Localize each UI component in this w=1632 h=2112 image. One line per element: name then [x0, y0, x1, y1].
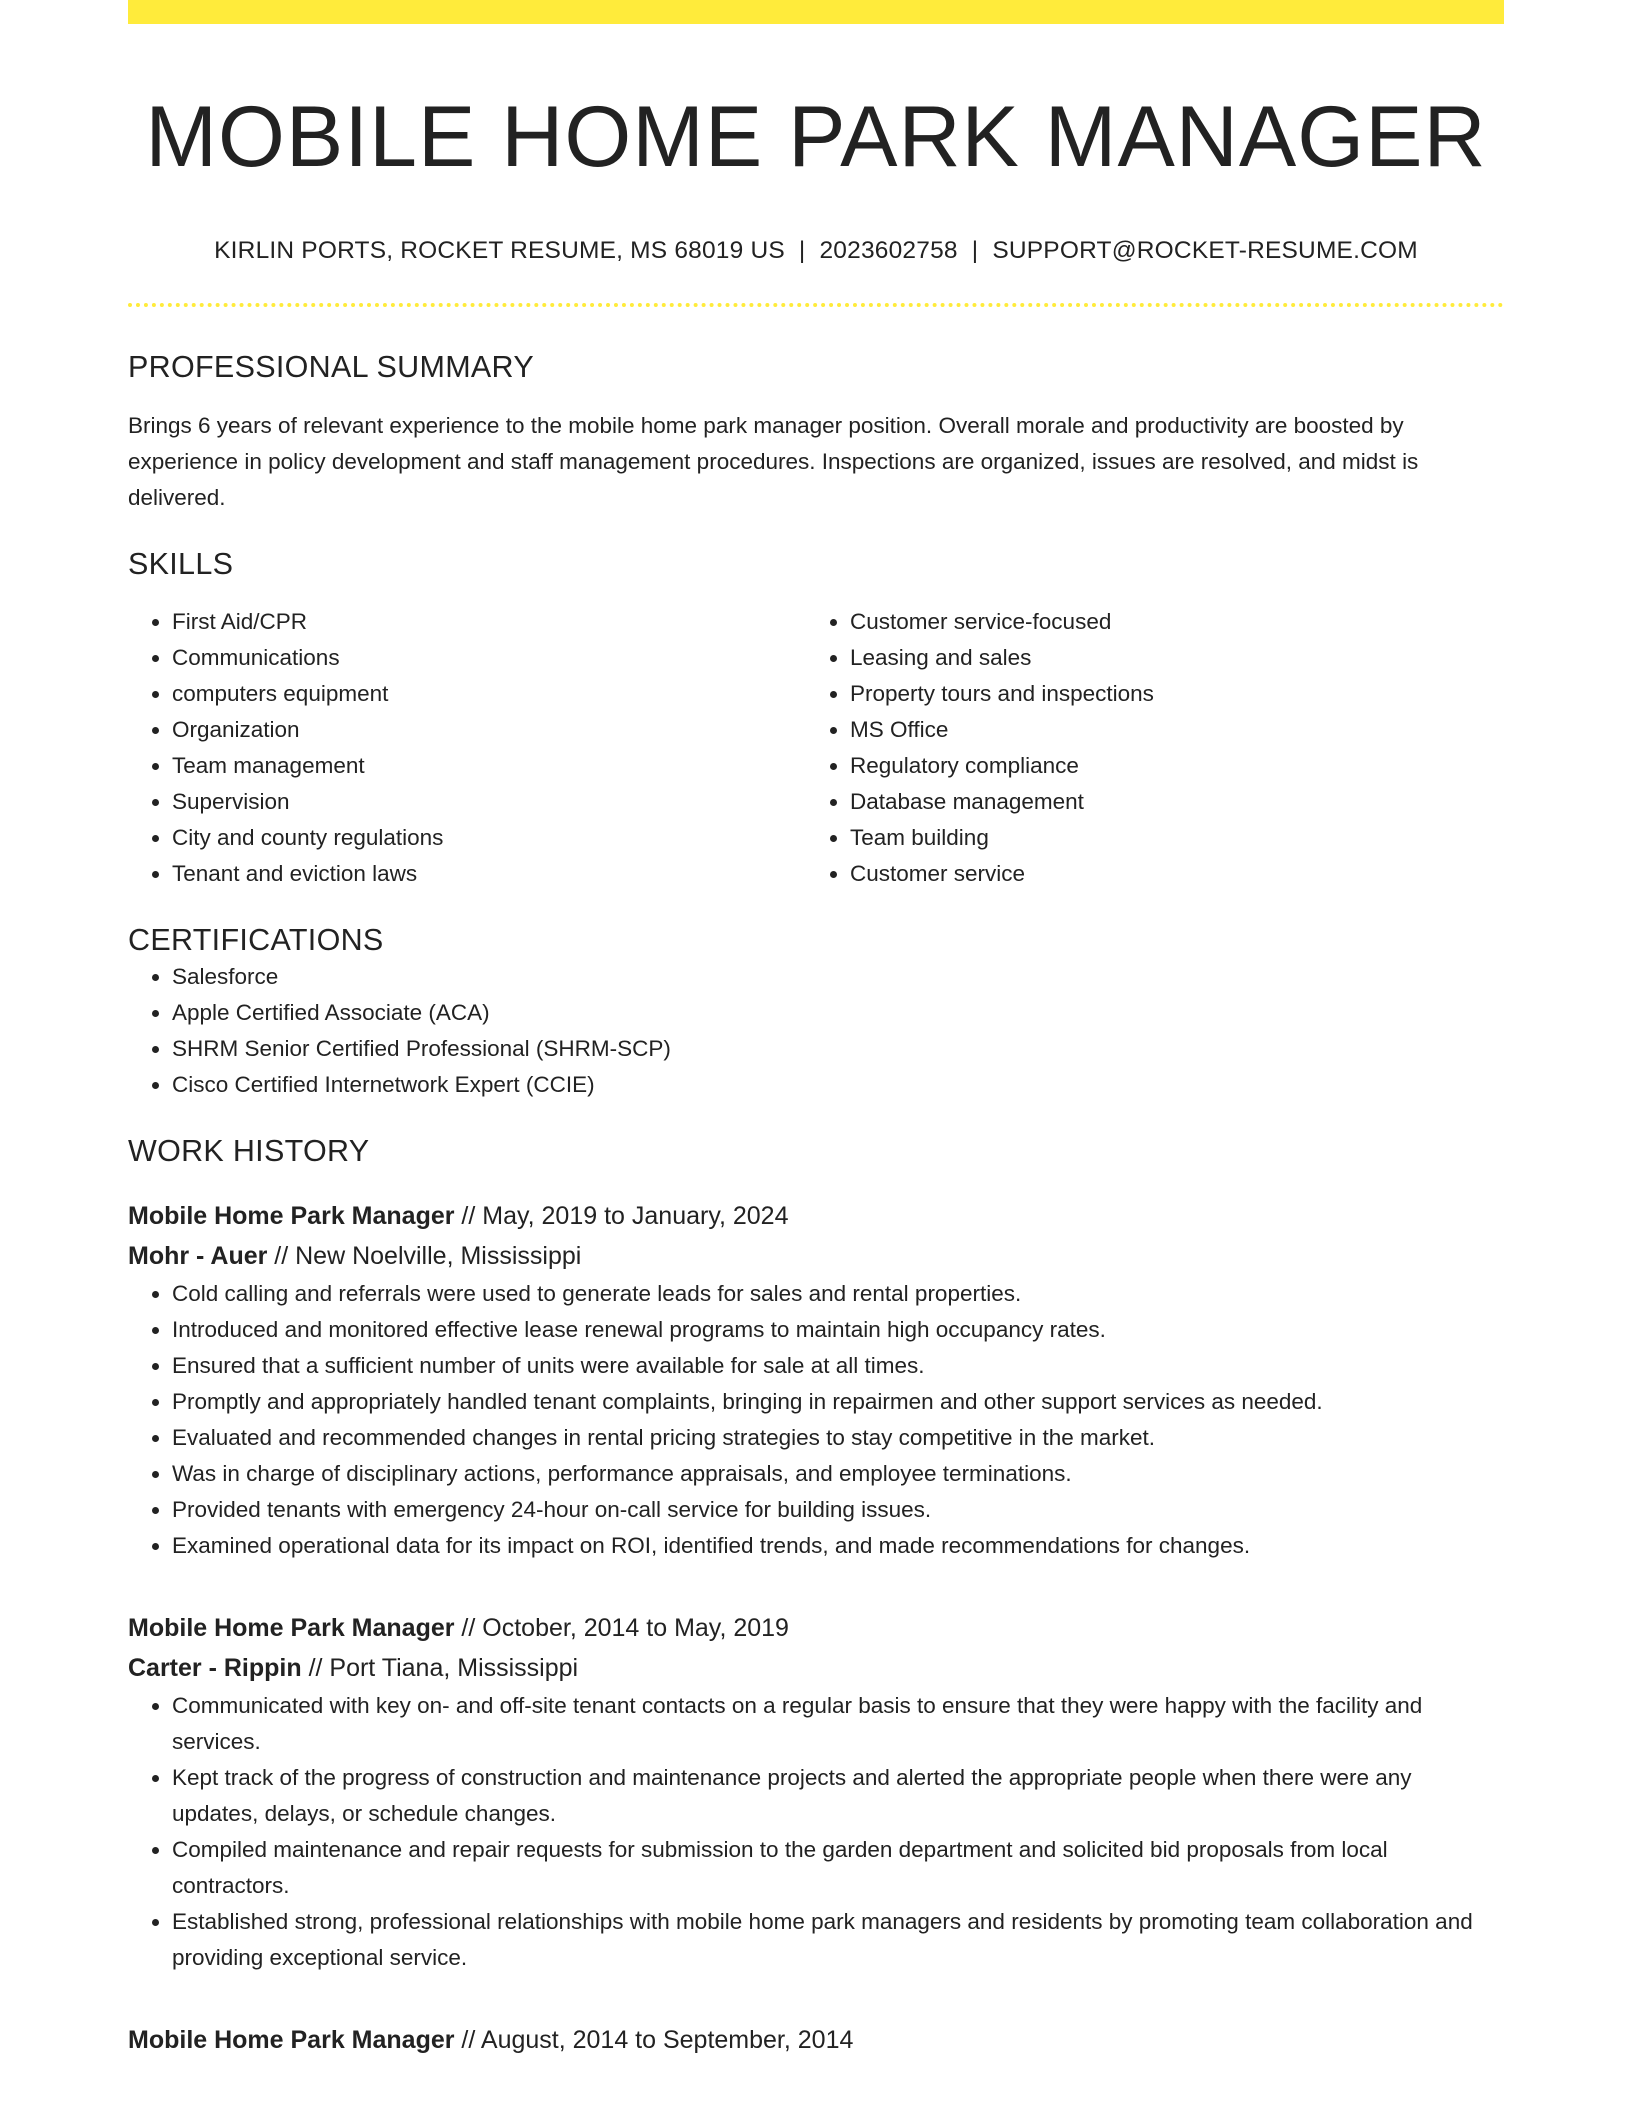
job-dates: // October, 2014 to May, 2019: [454, 1613, 789, 1642]
job-title-line: [128, 2020, 1504, 2060]
job-location: // New Noelville, Mississippi: [267, 1241, 582, 1270]
skill-item: • Property tours and inspections: [850, 676, 1484, 712]
skill-item: • First Aid/CPR: [172, 604, 806, 640]
certification-item: • Apple Certified Associate (ACA): [172, 995, 1504, 1031]
contact-email: SUPPORT@ROCKET-RESUME.COM: [992, 237, 1418, 265]
summary-text: Brings 6 years of relevant experience to the mobile home park manager position. Overall morale and productivity are boosted by experience in policy development and staff management procedures. Inspections are organized, issues are resolved, and midst is delivered.: [128, 412, 1419, 510]
skill-item: • Tenant and eviction laws: [172, 856, 806, 892]
job-role: Mobile Home Park Manager: [128, 1201, 455, 1230]
job-duty: • Evaluated and recommended changes in rental pricing strategies to stay competitive in the market.: [172, 1420, 1504, 1456]
job-duty: • Promptly and appropriately handled tenant complaints, bringing in repairmen and other support services as needed.: [172, 1384, 1504, 1420]
skill-item: • Database management: [850, 784, 1484, 820]
job-duty: • Provided tenants with emergency 24-hour on-call service for building issues.: [172, 1492, 1504, 1528]
certification-item: • Cisco Certified Internetwork Expert (CCIE): [172, 1067, 1504, 1103]
job-duty: • Cold calling and referrals were used to generate leads for sales and rental properties.: [172, 1276, 1504, 1312]
certification-item: • SHRM Senior Certified Professional (SHRM-SCP): [172, 1031, 1504, 1067]
job-duty: • Compiled maintenance and repair requests for submission to the garden department and solicited bid proposals from local contractors.: [172, 1832, 1504, 1904]
skill-item: • computers equipment: [172, 676, 806, 712]
job-duties-list: [128, 1688, 1504, 1976]
skills-grid: [128, 604, 1504, 892]
skill-item: • Communications: [172, 640, 806, 676]
job-duty: • Examined operational data for its impact on ROI, identified trends, and made recommendations for changes.: [172, 1528, 1504, 1564]
job-duty: • Established strong, professional relationships with mobile home park managers and residents by promoting team collaboration and providing exceptional service.: [172, 1904, 1504, 1976]
job-duties-list: [128, 1276, 1504, 1564]
dotted-divider: [128, 303, 1504, 307]
skill-item: • Customer service-focused: [850, 604, 1484, 640]
job-duty: • Was in charge of disciplinary actions, performance appraisals, and employee terminations.: [172, 1456, 1504, 1492]
skills-column-right: [806, 604, 1484, 892]
skills-column-left: [128, 604, 806, 892]
skill-item: • Team building: [850, 820, 1484, 856]
skill-item: • Regulatory compliance: [850, 748, 1484, 784]
skill-item: • Customer service: [850, 856, 1484, 892]
job-dates: // August, 2014 to September, 2014: [454, 2025, 854, 2054]
skill-item: • Team management: [172, 748, 806, 784]
skill-item: • City and county regulations: [172, 820, 806, 856]
skill-item: • Supervision: [172, 784, 806, 820]
job-entry: [128, 1196, 1504, 1564]
resume-page: [128, 0, 1504, 2060]
accent-bar: [128, 0, 1504, 24]
skills-list-right: [806, 604, 1484, 892]
job-duty: • Introduced and monitored effective lease renewal programs to maintain high occupancy rates.: [172, 1312, 1504, 1348]
skills-heading: SKILLS: [128, 546, 234, 581]
certification-item: • Salesforce: [172, 959, 1504, 995]
job-company-line: [128, 1648, 1504, 1688]
job-duty: • Kept track of the progress of construction and maintenance projects and alerted the appropriate people when there were any updates, delays, or schedule changes.: [172, 1760, 1504, 1832]
job-location: // Port Tiana, Mississippi: [301, 1653, 579, 1682]
job-dates: // May, 2019 to January, 2024: [454, 1201, 789, 1230]
contact-line: [128, 237, 1504, 265]
certifications-list: [128, 959, 1504, 1103]
job-title-line: [128, 1608, 1504, 1648]
skills-list-left: [128, 604, 806, 892]
contact-separator: |: [798, 237, 806, 265]
skill-item: • Leasing and sales: [850, 640, 1484, 676]
job-entry: [128, 2020, 1504, 2060]
job-role: Mobile Home Park Manager: [128, 2025, 455, 2054]
job-entry: [128, 1608, 1504, 1976]
job-title-line: [128, 1196, 1504, 1236]
job-company-line: [128, 1236, 1504, 1276]
job-company: Carter - Rippin: [128, 1653, 302, 1682]
resume-title: MOBILE HOME PARK MANAGER: [145, 89, 1487, 185]
job-role: Mobile Home Park Manager: [128, 1613, 455, 1642]
certifications-heading: CERTIFICATIONS: [128, 923, 384, 958]
contact-separator: |: [971, 237, 979, 265]
contact-address: KIRLIN PORTS, ROCKET RESUME, MS 68019 US: [214, 237, 785, 265]
work-history-heading: WORK HISTORY: [128, 1133, 370, 1168]
skill-item: • MS Office: [850, 712, 1484, 748]
contact-phone: 2023602758: [819, 237, 958, 265]
summary-heading: PROFESSIONAL SUMMARY: [128, 350, 534, 385]
job-company: Mohr - Auer: [128, 1241, 268, 1270]
job-duty: • Ensured that a sufficient number of units were available for sale at all times.: [172, 1348, 1504, 1384]
job-duty: • Communicated with key on- and off-site tenant contacts on a regular basis to ensure that they were happy with the facility and services.: [172, 1688, 1504, 1760]
skill-item: • Organization: [172, 712, 806, 748]
